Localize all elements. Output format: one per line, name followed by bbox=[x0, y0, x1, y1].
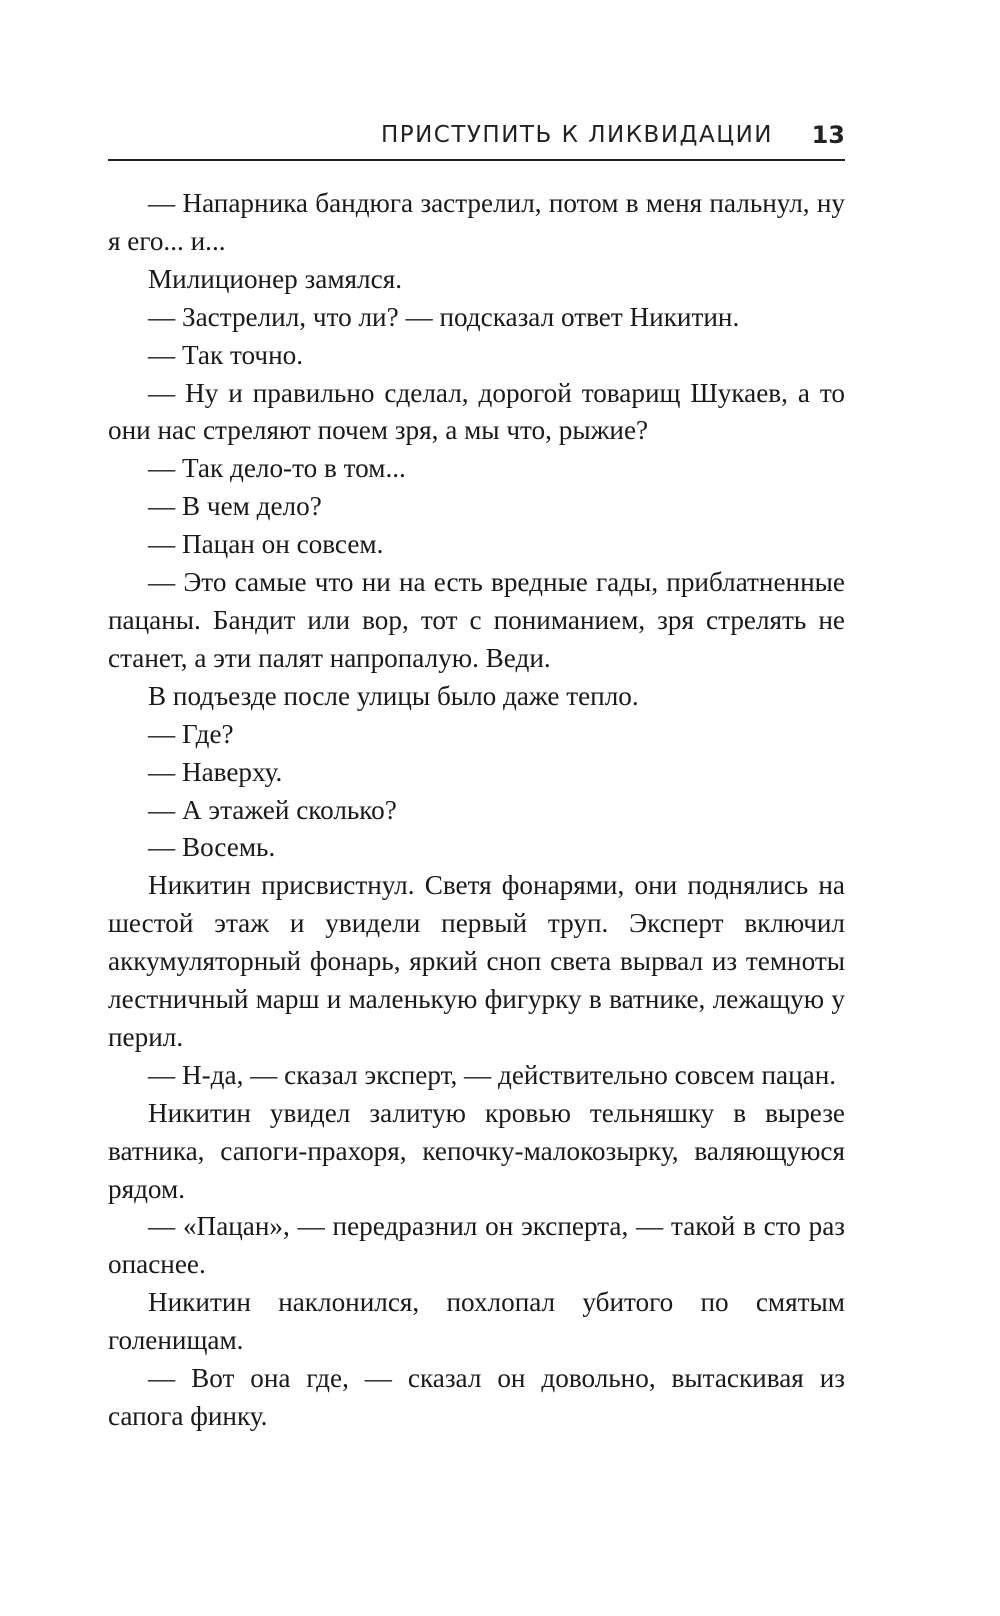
paragraph: — Н-да, — сказал эксперт, — действительно совсем пацан. bbox=[148, 1059, 837, 1090]
paragraph: — Так дело-то в том... bbox=[148, 453, 406, 484]
paragraph: — Ну и правильно сделал, дорогой товарищ Шукаев, а то они нас стреляют почем зря, а мы что, рыжие? bbox=[108, 377, 845, 446]
page-number: 13 bbox=[811, 121, 845, 149]
paragraph: — Так точно. bbox=[148, 339, 304, 370]
paragraph: — Это самые что ни на есть вредные гады, приблатненные пацаны. Бандит или вор, тот с пониманием, зря стрелять не станет, а эти палят напропалую. Веди. bbox=[108, 567, 845, 673]
paragraph: Никитин наклонился, похлопал убитого по смятым голенищам. bbox=[108, 1287, 845, 1356]
running-title: ПРИСТУПИТЬ К ЛИКВИДАЦИИ bbox=[380, 122, 773, 148]
body-text bbox=[108, 185, 845, 1436]
paragraph: — Восемь. bbox=[148, 832, 276, 863]
paragraph: Никитин присвистнул. Светя фонарями, они поднялись на шестой этаж и увидели первый труп. Эксперт включил аккумуляторный фонарь, яркий сноп света вырвал из темноты лестничный марш и маленькую фигурку в ватнике, лежащую у перил. bbox=[108, 870, 845, 1052]
paragraph: — А этажей сколько? bbox=[148, 794, 397, 825]
paragraph: — В чем дело? bbox=[148, 491, 322, 522]
paragraph: Милиционер замялся. bbox=[148, 263, 402, 294]
paragraph: В подъезде после улицы было даже тепло. bbox=[148, 680, 639, 711]
paragraph: — Где? bbox=[148, 718, 234, 749]
running-head bbox=[108, 118, 845, 158]
paragraph: — Застрелил, что ли? — подсказал ответ Никитин. bbox=[148, 301, 740, 332]
paragraph: — Наверху. bbox=[148, 756, 283, 787]
paragraph: — Вот она где, — сказал он довольно, вытаскивая из сапога финку. bbox=[108, 1363, 845, 1431]
paragraph: — «Пацан», — передразнил он эксперта, — такой в сто раз опаснее. bbox=[108, 1211, 845, 1280]
header-rule bbox=[108, 159, 845, 161]
paragraph: — Напарника бандюга застрелил, потом в меня пальнул, ну я его... и... bbox=[108, 188, 845, 256]
paragraph: Никитин увидел залитую кровью тельняшку в вырезе ватника, сапоги-прахоря, кепочку-малокозырку, валяющуюся рядом. bbox=[108, 1097, 845, 1204]
paragraph: — Пацан он совсем. bbox=[148, 529, 384, 560]
